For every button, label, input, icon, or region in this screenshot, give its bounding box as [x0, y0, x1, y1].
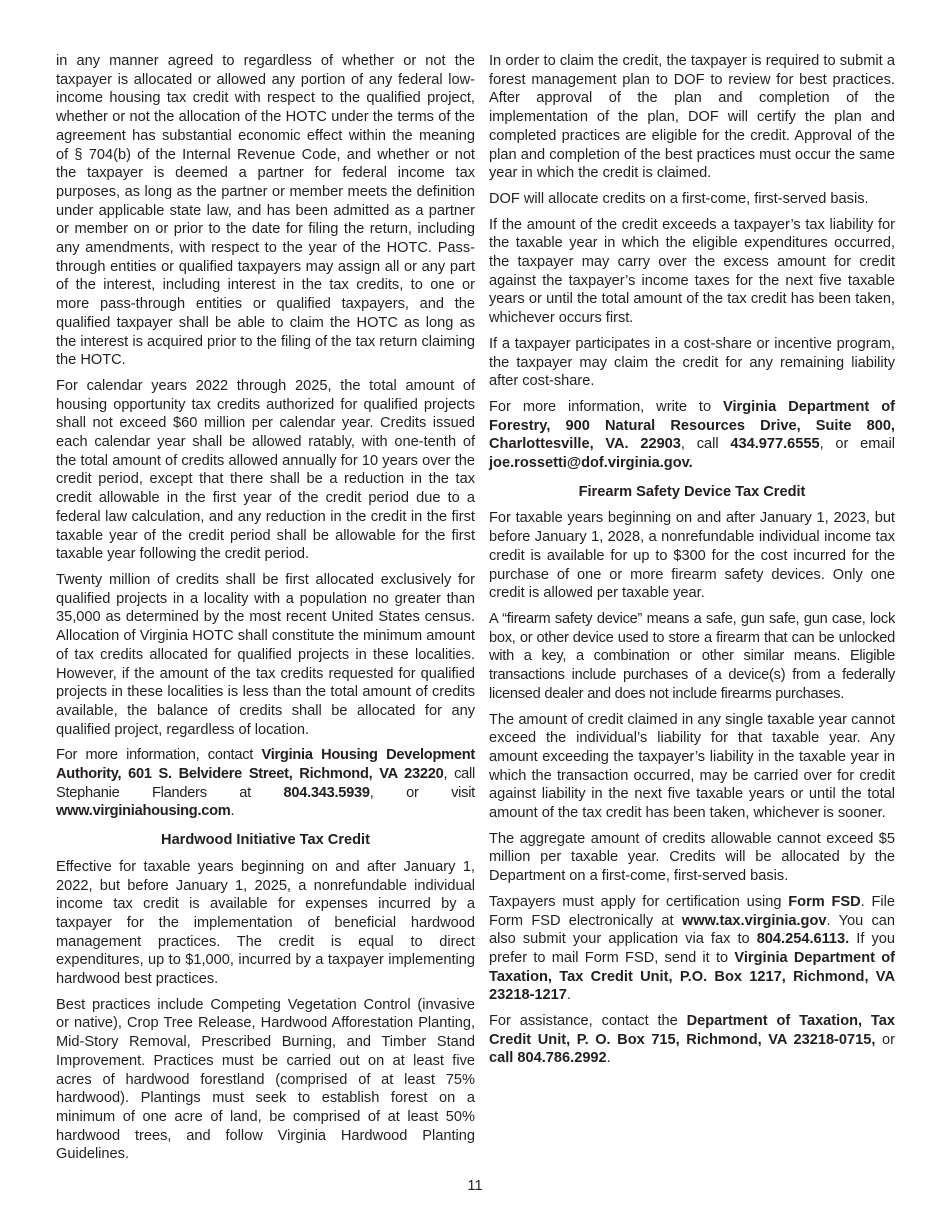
- vhda-phone: 804.343.5939: [283, 784, 370, 801]
- page-number: 11: [467, 1178, 483, 1194]
- contact-intro-text: For more information, contact: [56, 747, 262, 764]
- right-column: [489, 52, 895, 1075]
- firearm-carryover-paragraph: The amount of credit claimed in any single taxable year cannot exceed the individual’s liability for that taxable year. Any amount exceeding the taxpayer’s liability in the taxable year in which the transaction occurred, may be carried over for credit against liability in the next five taxable years or until the total amount of the tax credit has been taken, whichever is sooner.: [489, 711, 895, 822]
- hardwood-section-heading: Hardwood Initiative Tax Credit: [161, 832, 370, 849]
- assistance-text-a: For assistance, contact the: [489, 1013, 687, 1030]
- assistance-text-c: .: [606, 1050, 611, 1067]
- hardwood-carryover-paragraph: If the amount of the credit exceeds a taxpayer’s tax liability for the taxable year in which the eligible expenditures occurred, the taxpayer may carry over the excess amount for credit against the taxpayer’s income taxes for the next five taxable years or until the total amount of the tax credit has been taken, whichever occurs first.: [489, 216, 895, 327]
- hardwood-eligibility-paragraph: Effective for taxable years beginning on and after January 1, 2022, but before January 1, 2025, a nonrefundable individual income tax credit is available for expenses incurred by a taxpayer for the implementation of beneficial hardwood management practices. The credit is equal to direct expenditures, up to $1,000, incurred by a taxpayer implementing hardwood best practices.: [56, 858, 475, 988]
- hotc-contact-paragraph: [56, 746, 475, 821]
- application-text-c: . You can also submit your application via fax to: [489, 912, 895, 948]
- contact-end-text: .: [230, 803, 235, 820]
- dof-address: Virginia Department of Forestry, 900 Natural Resources Drive, Suite 800, Charlottesville, VA. 22903: [489, 398, 895, 453]
- vhda-website-link[interactable]: www.virginiahousing.com: [56, 803, 231, 820]
- firearm-eligibility-paragraph: For taxable years beginning on and after January 1, 2023, but before January 1, 2028, a nonrefundable individual income tax credit is available for up to $300 for the cost incurred for the purchase of one or more firearm safety devices. Only one credit is allowed per taxable year.: [489, 510, 895, 602]
- tax-website-link[interactable]: www.tax.virginia.gov: [681, 912, 827, 929]
- application-text-b: . File Form FSD electronically at: [489, 893, 895, 929]
- dof-phone: 434.977.6555: [730, 436, 820, 453]
- forest-plan-paragraph: In order to claim the credit, the taxpayer is required to submit a forest management plan to DOF to review for best practices. After approval of the plan and completion of the implementation of the plan, DOF will certify the plan and completed practices are eligible for the credit. Approval of the plan and completion of the best practices must occur the same year in which the credit is claimed.: [489, 53, 895, 182]
- dof-allocation-paragraph: DOF will allocate credits on a first-come, first-served basis.: [489, 190, 869, 207]
- vhda-address: Virginia Housing Development Authority, 601 S. Belvidere Street, Richmond, VA 23220: [56, 747, 475, 783]
- firearm-aggregate-paragraph: The aggregate amount of credits allowable cannot exceed $5 million per taxable year. Credits will be allocated by the Department on a first-come, first-served basis.: [489, 830, 895, 885]
- dof-contact-mid: , call: [680, 436, 731, 453]
- contact-mid2-text: , or visit: [369, 784, 475, 801]
- hotc-allocation-paragraph: Twenty million of credits shall be first allocated exclusively for qualified projects in a locality with a population no greater than 35,000 as determined by the most recent United States census. Allocation of Virginia HOTC shall constitute the minimum amount of tax credits allocated for qualified projects in these localities. However, if the amount of the tax credits requested for qualified projects in these localities is less than the total amount of credits available, the balance of credits shall be allocated for any qualified project, regardless of location.: [56, 571, 475, 738]
- assistance-text-b: or: [875, 1031, 895, 1048]
- firearm-application-paragraph: [489, 893, 895, 1005]
- dof-contact-mid2: , or email: [819, 436, 895, 453]
- assistance-address: Department of Taxation, Tax Credit Unit, P. O. Box 715, Richmond, VA 23218-0715,: [489, 1013, 895, 1048]
- contact-mid-text: , call Stephanie Flanders at: [56, 766, 475, 801]
- left-column: [56, 52, 475, 1171]
- hotc-assignment-paragraph: in any manner agreed to regardless of whether or not the taxpayer is allocated or allowed any portion of any federal low-income housing tax credit with respect to the qualified project, whether or not the allocation of the HOTC under the terms of the agreement has substantial economic effect within the meaning of § 704(b) of the Internal Revenue Code, and whether or not the taxpayer is deemed a partner for federal income tax purposes, as long as the partner or member meets the definition under applicable state law, and has been admitted as a partner or member on or prior to the date for filing the return, including any amendments, with respect to the year of the HOTC. Pass-through entities or qualified taxpayers may assign all or any part of the interest, including interest in the tax credits, to one or more pass-through entities or qualified taxpayers, and the qualified taxpayer shall be able to claim the HOTC as long as the interest is acquired prior to the filing of the tax return claiming the HOTC.: [56, 53, 475, 369]
- form-fsd-label: Form FSD: [788, 893, 861, 910]
- hardwood-best-practices-paragraph: Best practices include Competing Vegetation Control (invasive or native), Crop Tree Release, Hardwood Afforestation Planting, Mid-Story Removal, Prescribed Burning, and Timber Stand Improvement. Practices must be carried out on at least five acres of hardwood forestland (comprised of at least 75% hardwood). Plantings must seek to establish forest on a minimum of one acre of land, be comprised of at least 50% hardwood trees, and follow Virginia Hardwood Planting Guidelines.: [56, 996, 475, 1163]
- dof-email-link[interactable]: joe.rossetti@dof.virginia.gov.: [489, 455, 693, 472]
- dof-contact-intro: For more information, write to: [489, 398, 724, 415]
- firearm-section-heading: Firearm Safety Device Tax Credit: [578, 483, 806, 500]
- tax-mailing-address: Virginia Department of Taxation, Tax Credit Unit, P.O. Box 1217, Richmond, VA 23218-1217: [489, 949, 895, 1004]
- fax-number: 804.254.6113.: [756, 931, 850, 948]
- application-text-a: Taxpayers must apply for certification using: [489, 893, 789, 910]
- firearm-assistance-paragraph: [489, 1012, 895, 1068]
- hotc-credit-limit-paragraph: For calendar years 2022 through 2025, the total amount of housing opportunity tax credits authorized for qualified projects shall not exceed $60 million per calendar year. Credits issued each calendar year shall be allowed ratably, with one-tenth of the total amount of credits allowed annually for 10 years over the credit period, except that there shall be a reduction in the tax credit allowable in the first year of the credit period due to a federal law calculation, and any reduction in the credit in the first taxable year of the credit period shall be allowable for the first taxable year following the credit period.: [56, 377, 475, 563]
- application-text-e: .: [566, 987, 571, 1004]
- dof-contact-paragraph: [489, 398, 895, 473]
- assistance-phone: call 804.786.2992: [489, 1050, 607, 1067]
- firearm-device-definition-paragraph: A “firearm safety device” means a safe, gun safe, gun case, lock box, or other device used to store a firearm that can be unlocked with a key, a combination or other similar means. Eligible transactions include purchases of a device(s) from a federally licensed dealer and does not include firearms purchases.: [489, 610, 895, 702]
- application-text-d: If you prefer to mail Form FSD, send it to: [489, 931, 895, 966]
- cost-share-paragraph: If a taxpayer participates in a cost-share or incentive program, the taxpayer may claim the credit for any remaining liability after cost-share.: [489, 335, 895, 390]
